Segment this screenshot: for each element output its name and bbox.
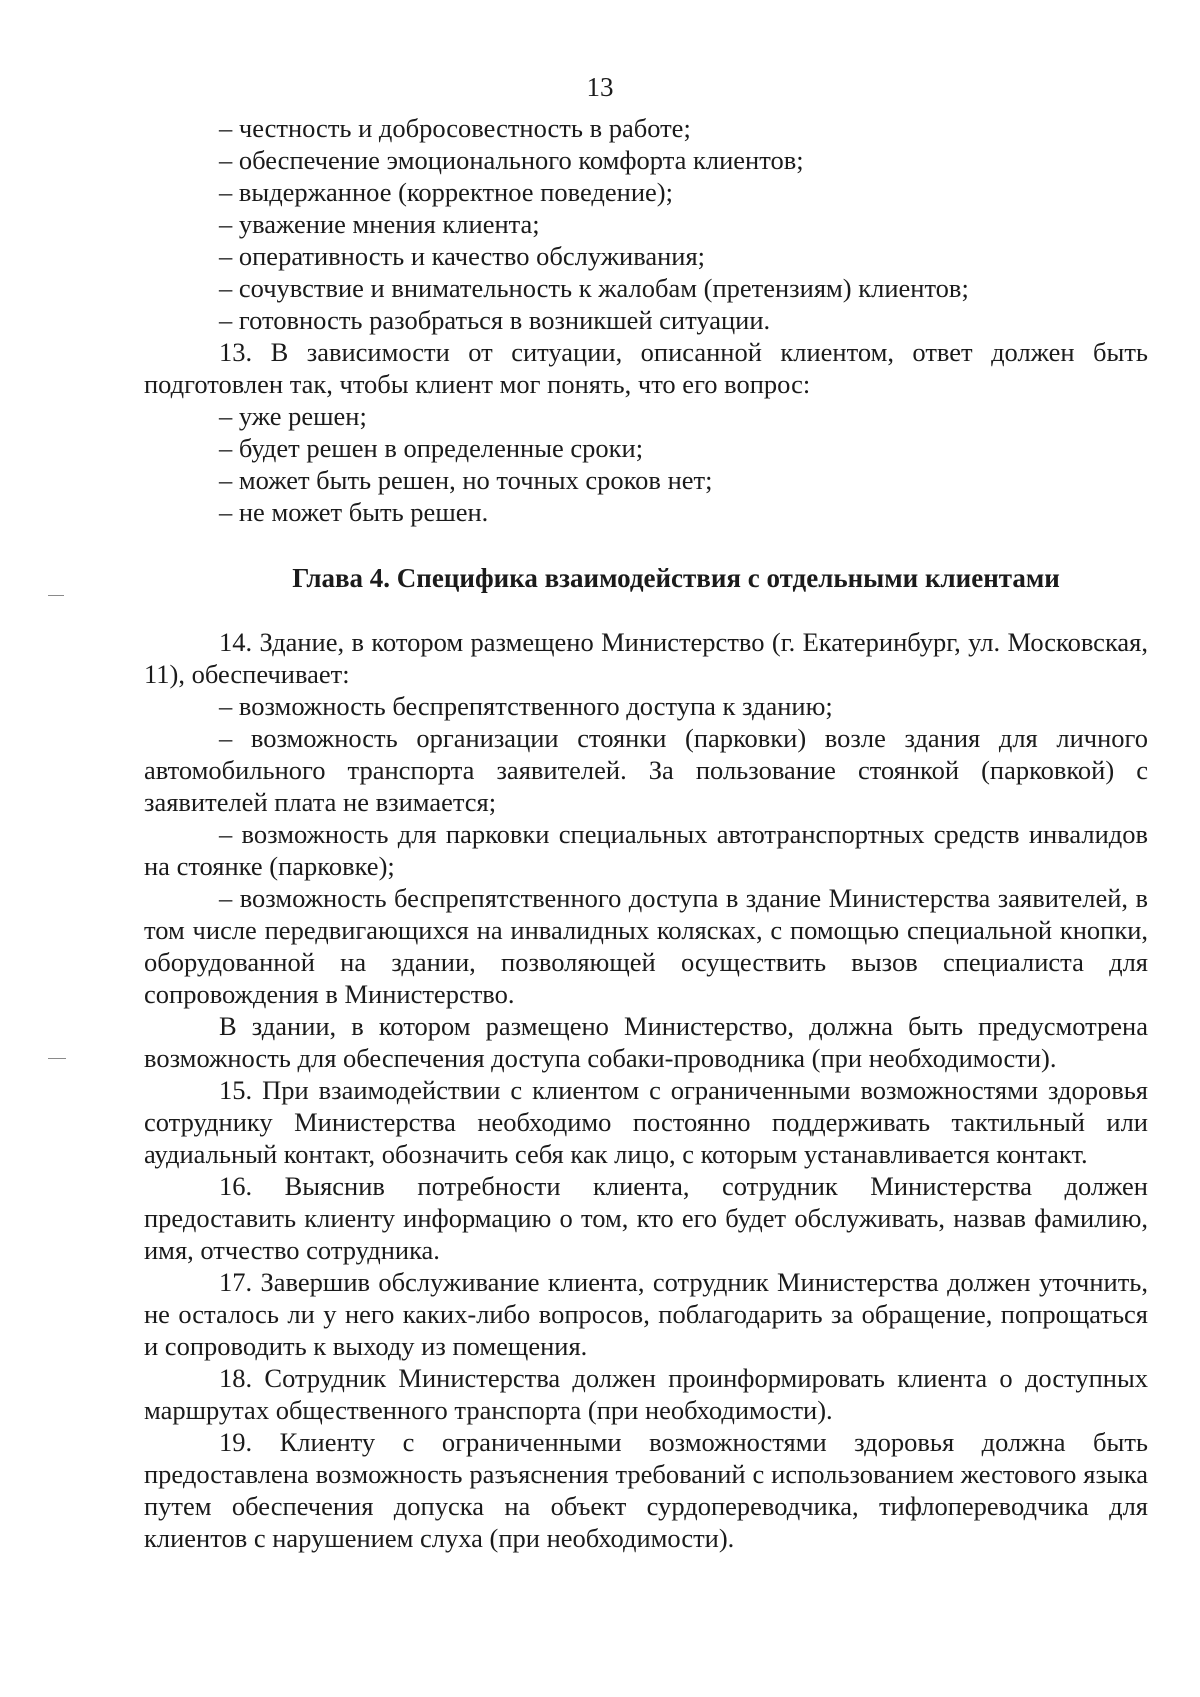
paragraph-item-14: 14. Здание, в котором размещено Министерство (г. Екатеринбург, ул. Московская, 11), обеспечивает: bbox=[144, 627, 1148, 689]
paragraph-item-13: 13. В зависимости от ситуации, описанной клиентом, ответ должен быть подготовлен так, чтобы клиент мог понять, что его вопрос: bbox=[144, 337, 1148, 399]
paragraph-item-17: 17. Завершив обслуживание клиента, сотрудник Министерства должен уточнить, не осталось ли у него каких-либо вопросов, поблагодарить за обращение, попрощаться и сопроводить к выходу из помещения. bbox=[144, 1267, 1148, 1361]
list-item: – уже решен; bbox=[219, 401, 367, 431]
list-item: – честность и добросовестность в работе; bbox=[219, 113, 691, 143]
list-item: – обеспечение эмоционального комфорта клиентов; bbox=[219, 145, 804, 175]
scan-mark bbox=[48, 595, 64, 596]
list-item: – может быть решен, но точных сроков нет; bbox=[219, 465, 713, 495]
page-number: 13 bbox=[586, 72, 614, 102]
list-item: – будет решен в определенные сроки; bbox=[219, 433, 644, 463]
paragraph-item-18: 18. Сотрудник Министерства должен проинформировать клиента о доступных маршрутах общественного транспорта (при необходимости). bbox=[144, 1363, 1148, 1425]
list-item: – возможность беспрепятственного доступа к зданию; bbox=[219, 691, 833, 721]
chapter-heading: Глава 4. Специфика взаимодействия с отдельными клиентами bbox=[292, 563, 1060, 593]
document-body bbox=[144, 112, 1148, 1554]
list-item: – оперативность и качество обслуживания; bbox=[219, 241, 706, 271]
scan-mark bbox=[48, 1058, 66, 1059]
list-item: – возможность организации стоянки (парковки) возле здания для личного автомобильного транспорта заявителей. За пользование стоянкой (парковкой) с заявителей плата не взимается; bbox=[144, 723, 1148, 817]
paragraph-guide-dog: В здании, в котором размещено Министерство, должна быть предусмотрена возможность для обеспечения доступа собаки-проводника (при необходимости). bbox=[144, 1011, 1148, 1073]
paragraph-item-16: 16. Выяснив потребности клиента, сотрудник Министерства должен предоставить клиенту информацию о том, кто его будет обслуживать, назвав фамилию, имя, отчество сотрудника. bbox=[144, 1171, 1148, 1265]
list-item: – возможность для парковки специальных автотранспортных средств инвалидов на стоянке (парковке); bbox=[144, 819, 1148, 881]
paragraph-item-19: 19. Клиенту с ограниченными возможностями здоровья должна быть предоставлена возможность разъяснения требований с использованием жестового языка путем обеспечения допуска на объект сурдопереводчика, тифлопереводчика для клиентов с нарушением слуха (при необходимости). bbox=[144, 1427, 1148, 1553]
list-item: – готовность разобраться в возникшей ситуации. bbox=[219, 305, 771, 335]
list-item: – возможность беспрепятственного доступа в здание Министерства заявителей, в том числе передвигающихся на инвалидных колясках, с помощью специальной кнопки, оборудованной на здании, позволяющей осуществить вызов специалиста для сопровождения в Министерство. bbox=[144, 883, 1148, 1009]
list-item: – уважение мнения клиента; bbox=[219, 209, 540, 239]
list-item: – не может быть решен. bbox=[219, 497, 489, 527]
list-item: – сочувствие и внимательность к жалобам (претензиям) клиентов; bbox=[219, 273, 969, 303]
list-item: – выдержанное (корректное поведение); bbox=[219, 177, 673, 207]
paragraph-item-15: 15. При взаимодействии с клиентом с ограниченными возможностями здоровья сотруднику Министерства необходимо постоянно поддерживать тактильный или аудиальный контакт, обозначить себя как лицо, с которым устанавливается контакт. bbox=[144, 1075, 1148, 1169]
